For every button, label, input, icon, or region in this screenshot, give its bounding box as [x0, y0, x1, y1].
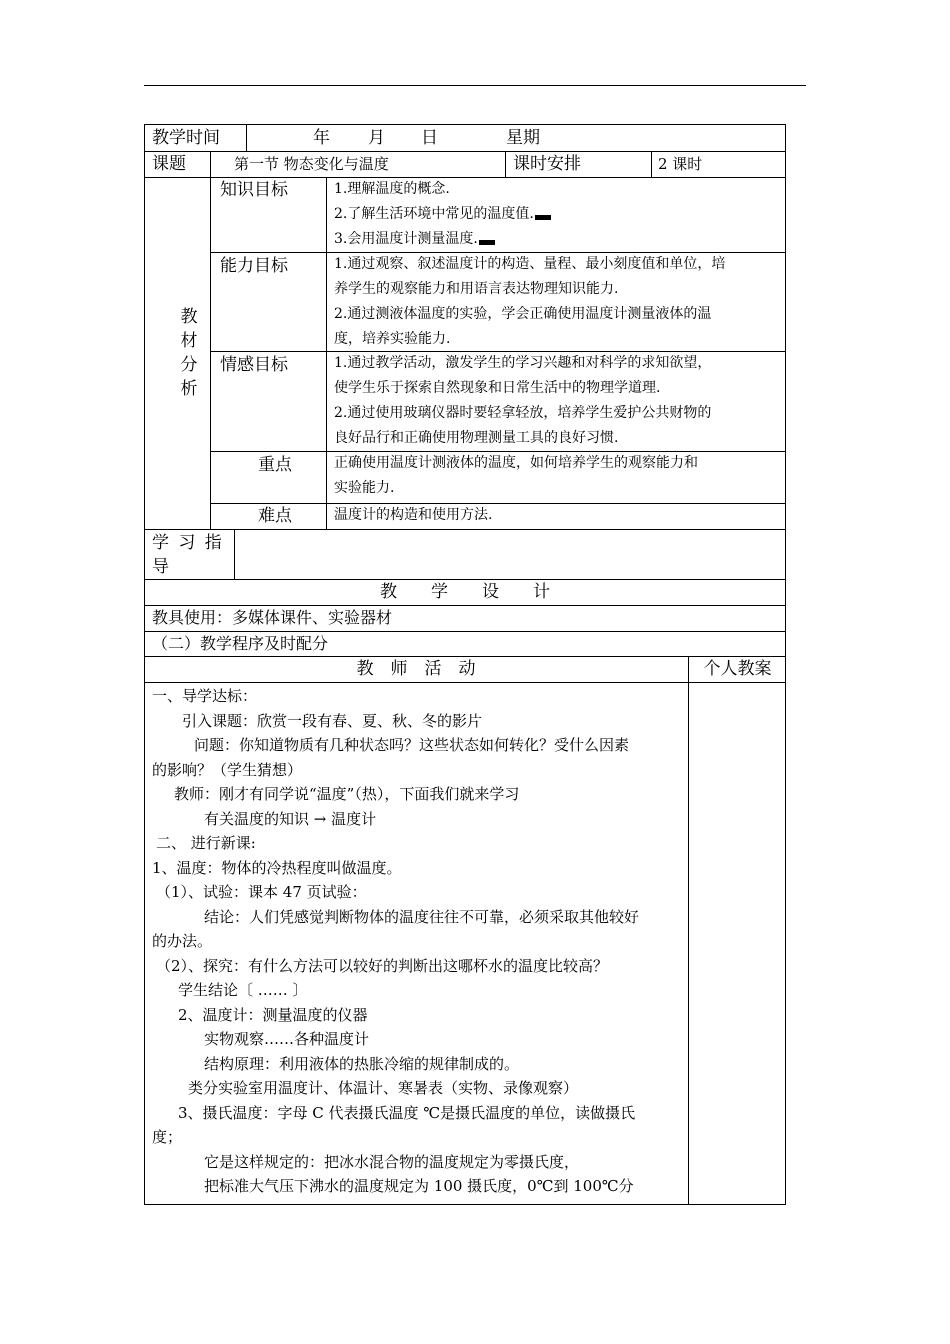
guidance-label-line2: 导: [152, 557, 169, 577]
guidance-label-line1: 学 习 指: [152, 533, 224, 553]
content-line: 实物观察……各种温度计: [204, 1030, 370, 1048]
emotion-goal-label: 情感目标: [220, 355, 288, 375]
editor-mark: [479, 240, 495, 245]
content-line: 类分实验室用温度计、体温计、寒暑表（实物、录像观察）: [188, 1079, 579, 1097]
text-line: [334, 202, 782, 227]
analysis-side-label: [179, 305, 199, 401]
analysis-char: 析: [180, 379, 198, 399]
month-label: 月: [368, 128, 385, 148]
tools-line: 教具使用：多媒体课件、实验器材: [152, 608, 393, 627]
design-title: 教 学 设 计: [380, 582, 550, 602]
content-line: 3、摄氏温度：字母 C 代表摄氏温度 ℃是摄氏温度的单位，读做摄氏: [178, 1103, 636, 1122]
topic-label: 课题: [152, 154, 186, 174]
content-line: 教师：刚才有同学说“温度”（热），下面我们就来学习: [174, 785, 520, 803]
schedule-label: 课时安排: [513, 154, 581, 174]
text-line: 2.通过测液体温度的实验，学会正确使用温度计测量液体的温: [334, 306, 712, 322]
content-line: 引入课题：欣赏一段有春、夏、秋、冬的影片: [182, 711, 483, 730]
col-divider: [688, 656, 689, 1205]
text-line: 正确使用温度计测液体的温度，如何培养学生的观察能力和: [334, 455, 698, 471]
analysis-char: 教: [180, 307, 198, 327]
text-line: 1.通过观察、叙述温度计的构造、量程、最小刻度值和单位，培: [334, 256, 726, 272]
topic-value: 第一节 物态变化与温度: [234, 155, 389, 173]
content-line: 把标准大气压下沸水的温度规定为 100 摄氏度，0℃到 100℃分: [204, 1177, 634, 1195]
text-line: 使学生乐于探索自然现象和日常生活中的物理学道理.: [334, 380, 661, 396]
teacher-activity-content: [152, 684, 686, 1199]
content-line: 结构原理：利用液体的热胀冷缩的规律制成的。: [204, 1054, 520, 1073]
schedule-value: 2 课时: [658, 155, 703, 173]
col-divider: [246, 124, 247, 151]
content-line: 一、导学达标：: [152, 687, 258, 705]
content-line: 的影响？（学生猜想）: [152, 760, 303, 779]
emotion-goal-text: [334, 351, 782, 451]
content-line: （2）、探究：有什么方法可以较好的判断出这哪杯水的温度比较高？: [156, 956, 609, 975]
content-line: 1、温度：物体的冷热程度叫做温度。: [152, 858, 402, 877]
editor-mark: [535, 215, 551, 220]
content-line: 二、 进行新课:: [156, 834, 256, 852]
ability-goal-text: [334, 252, 782, 352]
col-divider: [234, 529, 235, 579]
content-line: 2、温度计：测量温度的仪器: [178, 1005, 368, 1024]
knowledge-goal-text: [334, 177, 782, 252]
content-line: 度；: [152, 1128, 183, 1146]
col-divider: [651, 151, 652, 177]
row-divider: [144, 529, 786, 530]
content-line: 结论：人们凭感觉判断物体的温度往往不可靠，必须采取其他较好: [204, 907, 640, 926]
weekday-label: 星期: [506, 128, 540, 148]
text-line: 实验能力.: [334, 480, 395, 496]
content-line: 学生结论〔 …… 〕: [178, 981, 308, 999]
teaching-time-label: 教学时间: [152, 128, 220, 148]
analysis-char: 分: [180, 355, 198, 375]
col-divider: [210, 151, 211, 529]
difficulty-label: 难点: [258, 506, 292, 526]
day-label: 日: [421, 128, 438, 148]
row-divider: [144, 682, 786, 683]
content-line: 它是这样规定的：把冰水混合物的温度规定为零摄氏度，: [204, 1152, 580, 1171]
difficulty-text: [334, 503, 782, 528]
content-line: 问题：你知道物质有几种状态吗？这些状态如何转化？受什么因素: [194, 736, 630, 754]
text-line: 养学生的观察能力和用语言表达物理知识能力.: [334, 281, 619, 297]
personal-plan-header: 个人教案: [703, 659, 772, 679]
text-line: 度，培养实验能力.: [334, 331, 451, 347]
text-line: 温度计的构造和使用方法.: [334, 507, 493, 523]
content-line: 的办法。: [152, 932, 213, 950]
text-line: 2.通过使用玻璃仪器时要轻拿轻放，培养学生爱护公共财物的: [334, 405, 712, 421]
key-point-text: [334, 451, 782, 501]
ability-goal-label: 能力目标: [220, 256, 288, 276]
content-line: 有关温度的知识 → 温度计: [204, 809, 377, 828]
text-line: 1.通过教学活动，激发学生的学习兴趣和对科学的求知欲望，: [334, 355, 712, 371]
text-line: 1.理解温度的概念.: [334, 181, 450, 197]
text-line: 良好品行和正确使用物理测量工具的良好习惯.: [334, 430, 619, 446]
col-divider: [326, 177, 327, 529]
knowledge-goal-label: 知识目标: [220, 180, 288, 200]
text-span: 2.了解生活环境中常见的温度值.: [334, 206, 534, 222]
year-label: 年: [313, 128, 330, 148]
analysis-char: 材: [180, 331, 198, 351]
content-line: （1）、试验：课本 47 页试验：: [156, 883, 367, 901]
text-span: 3.会用温度计测量温度.: [334, 231, 478, 247]
teacher-activity-header: 教 师 活 动: [356, 659, 476, 679]
text-line: [334, 227, 782, 252]
page-header-rule: [144, 85, 806, 86]
col-divider: [505, 151, 506, 177]
key-point-label: 重点: [258, 455, 292, 475]
procedure-line: （二）教学程序及时配分: [152, 634, 329, 653]
